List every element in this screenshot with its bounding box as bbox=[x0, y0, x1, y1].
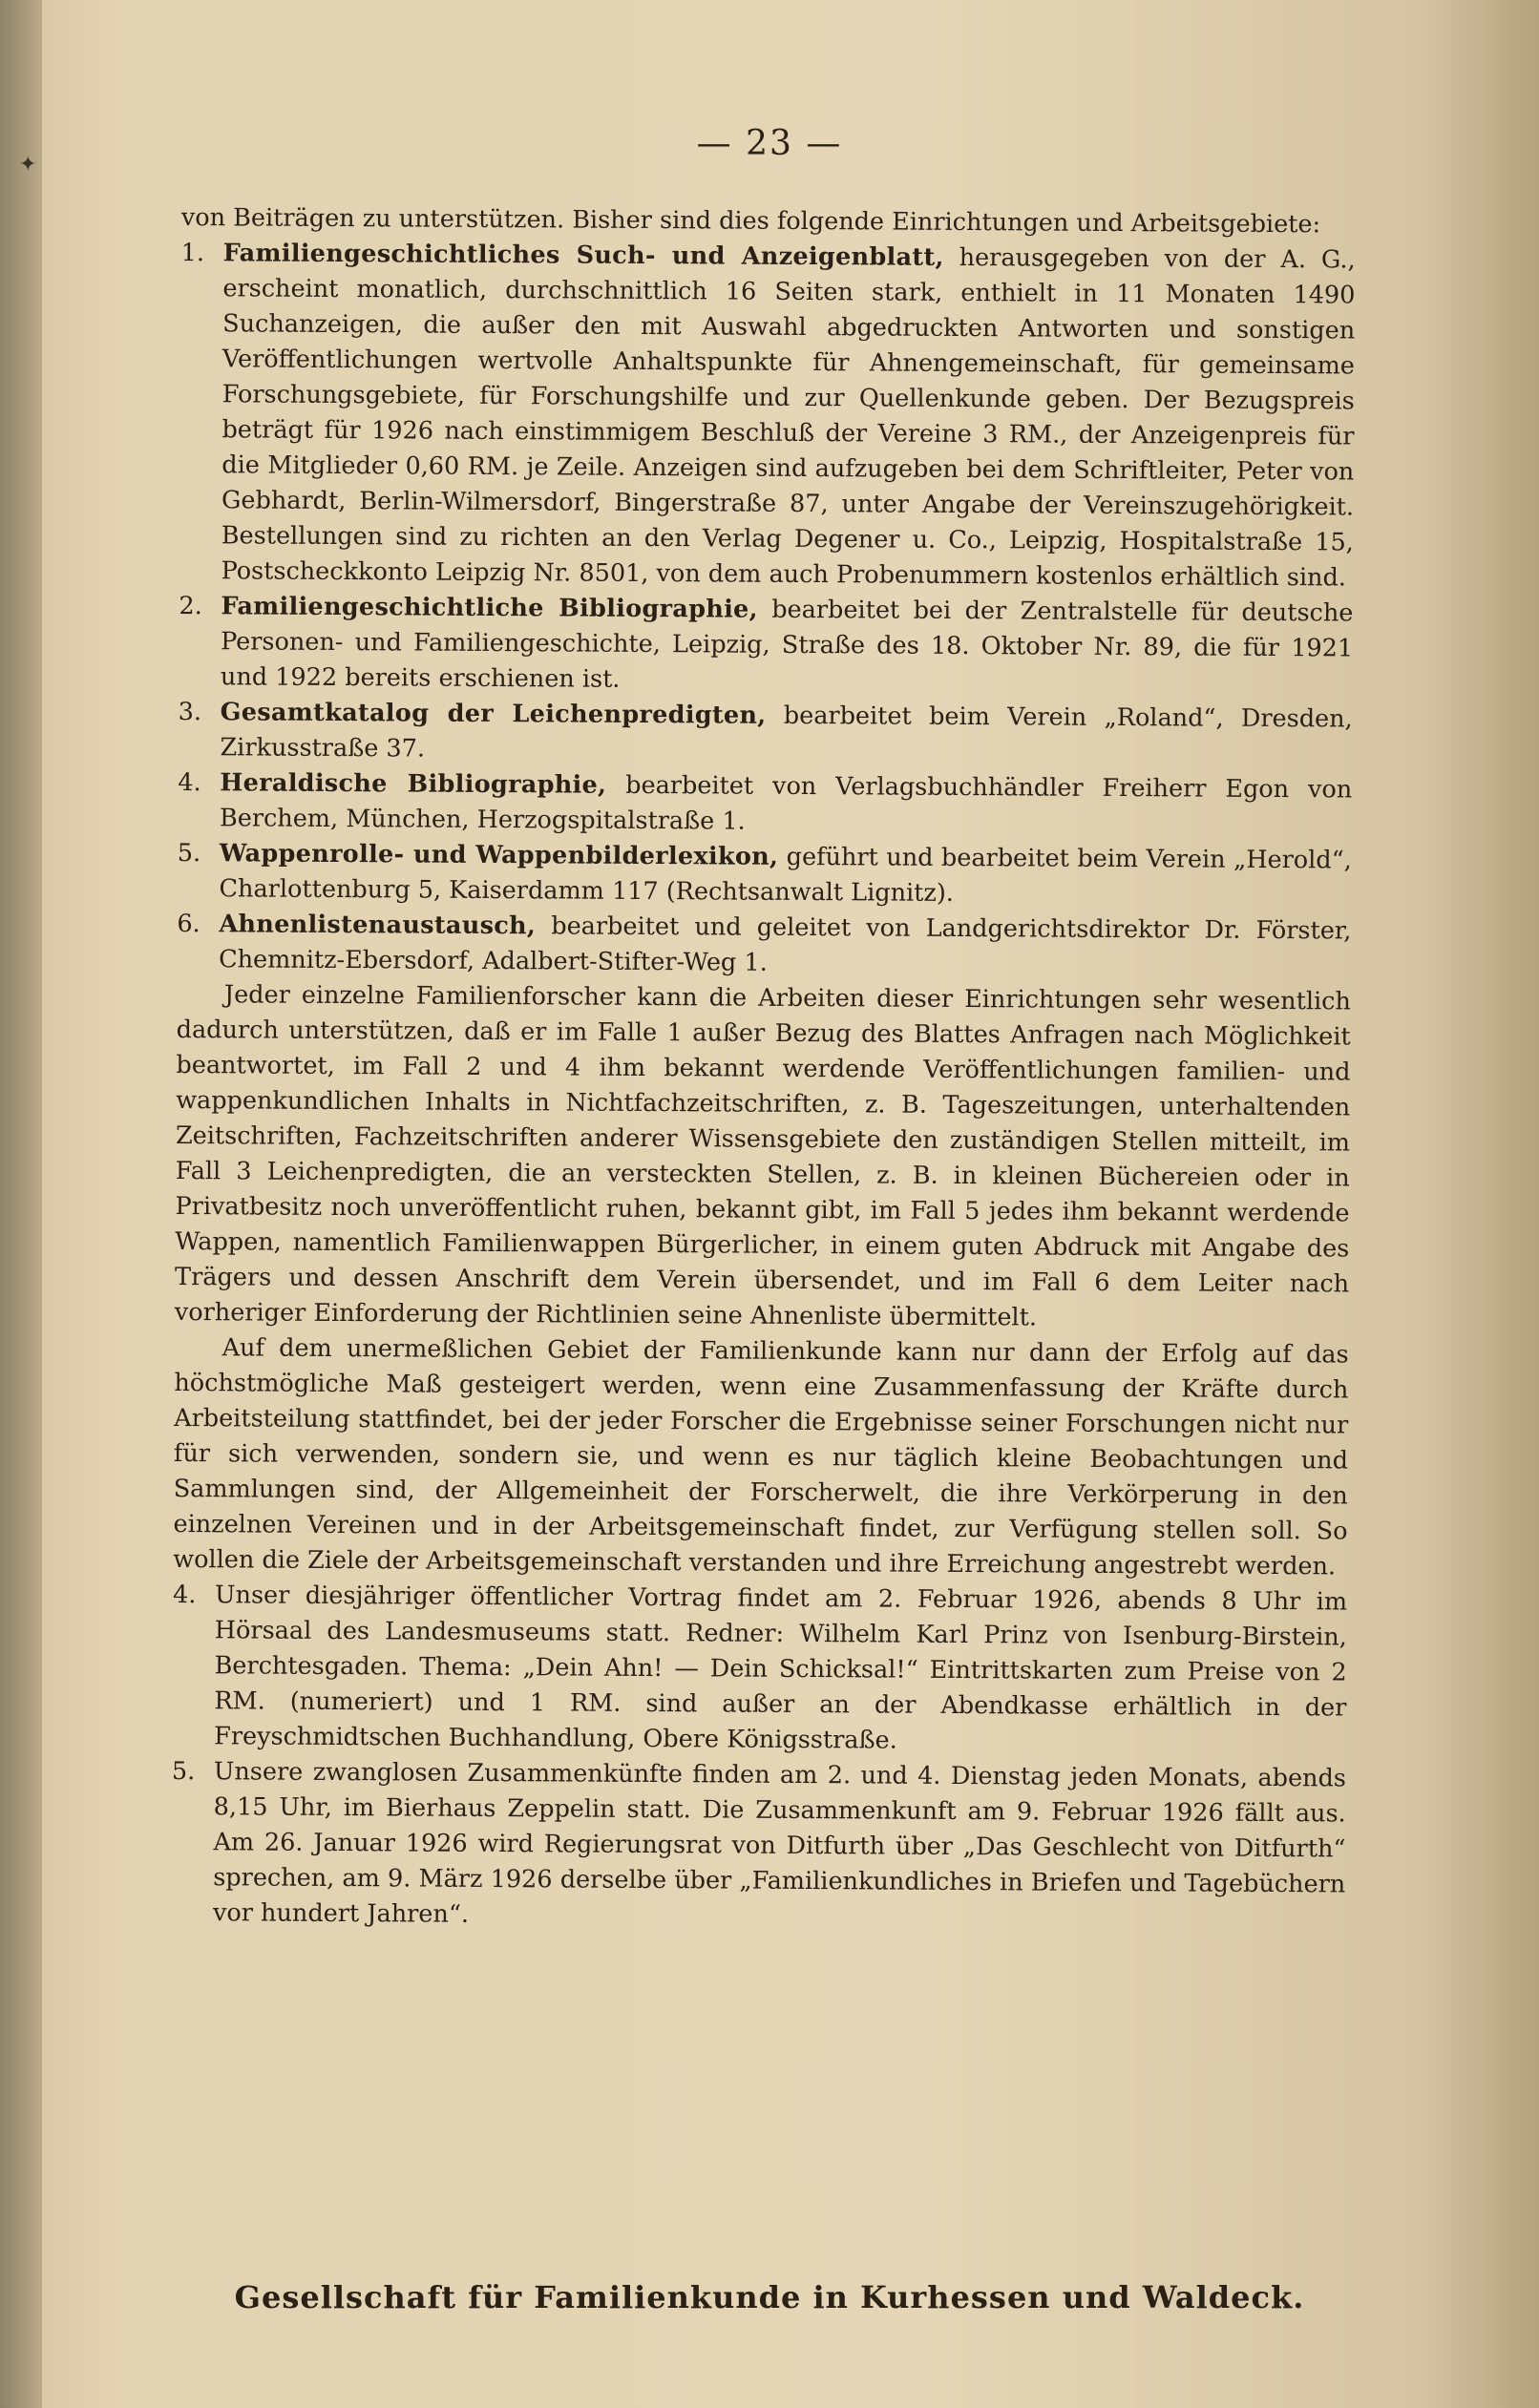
list-item bbox=[179, 236, 1356, 597]
item-number: 5. bbox=[171, 1756, 196, 1787]
society-signature: Gesellschaft für Familienkunde in Kurhessen und Waldeck. bbox=[234, 2279, 1305, 2315]
list-item bbox=[178, 765, 1352, 844]
paragraph-goals: Auf dem unermeßlichen Gebiet der Familienkunde kann nur dann der Erfolg auf das höchstmögliche Maß gesteigert werden, wenn eine Zusammenfassung der Kräfte durch Arbeitsteilung stattfindet, bei der jeder Forscher die Ergebnisse seiner Forschungen nicht nur für sich verwenden, sondern sie, und wenn es nur täglich kleine Beobachtungen und Sammlungen sind, der Allgemeinheit der Forscherwelt, die ihre Verkörperung in den einzelnen Vereinen und in der Arbeitsgemeinschaft findet, zur Verfügung stellen soll. So wollen die Ziele der Arbeitsgemeinschaft verstanden und ihre Erreichung angestrebt werden. bbox=[173, 1333, 1349, 1581]
page-number: — 23 — bbox=[696, 124, 843, 163]
institutions-list bbox=[177, 236, 1356, 984]
item-title: Gesamtkatalog der Leichenpredigten, bbox=[220, 698, 767, 730]
item-number: 2. bbox=[179, 591, 202, 621]
page-body bbox=[171, 200, 1356, 1937]
list-item bbox=[177, 836, 1351, 914]
list-item bbox=[179, 589, 1354, 702]
intro-text: von Beiträgen zu unterstützen. Bisher sind dies folgende Einrichtungen und Arbeitsgebiete: bbox=[180, 202, 1321, 240]
item-title: Familiengeschichtliches Such- und Anzeigenblatt, bbox=[222, 239, 944, 272]
list-item bbox=[178, 695, 1352, 773]
item-text: Unsere zwanglosen Zusammenkünfte finden am 2. und 4. Dienstag jeden Monats, abends 8,15 Uhr, im Bierhaus Zeppelin statt. Die Zusammenkunft am 9. Februar 1926 fällt aus. Am 26. Januar 1926 wird Regierungsrat von Ditfurth über „Das Geschlecht von Ditfurth“ sprechen, am 9. März 1926 derselbe über „Familienkundliches in Briefen und Tagebüchern vor hundert Jahren“. bbox=[212, 1757, 1347, 1929]
item-text: bearbeitet bei der Zentralstelle für deutsche Personen- und Familiengeschichte, Leipzig, Straße des 18. Oktober Nr. 89, die für 1921 und 1922 bereits erschienen ist. bbox=[220, 595, 1354, 694]
item-title: Wappenrolle- und Wappenbilderlexikon, bbox=[219, 839, 779, 871]
item-number: 5. bbox=[177, 838, 201, 869]
item-text: bearbeitet von Verlagsbuchhändler Freiherr Egon von Berchem, München, Herzogspitalstraße 1. bbox=[219, 770, 1353, 836]
item-number: 1. bbox=[180, 238, 205, 268]
item-text: Unser diesjähriger öffentlicher Vortrag findet am 2. Februar 1926, abends 8 Uhr im Hörsaal des Landesmuseums statt. Redner: Wilhelm Karl Prinz von Isenburg-Birstein, Berchtesgaden. Thema: „Dein Ahn! — Dein Schicksal!“ Eintrittskarten zum Preise von 2 RM. (numeriert) und 1 RM. sind außer an der Abendkasse erhältlich in der Freyschmidtschen Buchhandlung, Obere Königsstraße. bbox=[214, 1581, 1348, 1755]
item-number: 4. bbox=[172, 1580, 197, 1610]
binding-mark-icon: ✦ bbox=[19, 153, 37, 177]
item-text: herausgegeben von der A. G., erscheint monatlich, durchschnittlich 16 Seiten stark, enthielt in 11 Monaten 1490 Suchanzeigen, die außer den mit Auswahl abgedruckten Antworten und sonstigen Veröffentlichungen wertvolle Anhaltspunkte für Ahnengemeinschaft, für gemeinsame Forschungsgebiete, für Forschungshilfe und zur Quellenkunde geben. Der Bezugspreis beträgt für 1926 nach einstimmigem Beschluß der Vereine 3 RM., der Anzeigenpreis für die Mitglieder 0,60 RM. je Zeile. Anzeigen sind aufzugeben bei dem Schriftleiter, Peter von Gebhardt, Berlin-Wilmersdorf, Bingerstraße 87, unter Angabe der Vereinszugehörigkeit. Bestellungen sind zu richten an den Verlag Degener u. Co., Leipzig, Hospitalstraße 15, Postscheckkonto Leipzig Nr. 8501, von dem auch Probenummern kostenlos erhältlich sind. bbox=[221, 242, 1356, 593]
item-number: 3. bbox=[178, 697, 202, 727]
item-text: bearbeitet beim Verein „Roland“, Dresden, Zirkusstraße 37. bbox=[220, 701, 1353, 764]
item-number: 4. bbox=[178, 767, 201, 798]
paragraph-support: Jeder einzelne Familienforscher kann die Arbeiten dieser Einrichtungen sehr wesentlich dadurch unterstützen, daß er im Falle 1 außer Bezug des Blattes Anfragen nach Möglichkeit beantwortet, im Fall 2 und 4 ihm bekannt werdende Veröffentlichungen familien- und wappenkundlichen Inhalts in Nichtfachzeitschriften, z. B. Tageszeitungen, unterhaltenden Zeitschriften, Fachzeitschriften anderer Wissensgebiete den zuständigen Stellen mitteilt, im Fall 3 Leichenpredigten, die an versteckten Stellen, z. B. in kleinen Büchereien oder in Privatbesitz noch unveröffentlicht ruhen, bekannt gibt, im Fall 5 jedes ihm bekannt werdende Wappen, namentlich Familienwappen Bürgerlicher, in einem guten Abdruck mit Angabe des Trägers und dessen Anschrift dem Verein übersendet, und im Fall 6 dem Leiter nach vorheriger Einforderung der Richtlinien seine Ahnenliste übermittelt. bbox=[174, 980, 1351, 1332]
item-title: Familiengeschichtliche Bibliographie, bbox=[221, 592, 758, 624]
item-text: bearbeitet und geleitet von Landgerichtsdirektor Dr. Förster, Chemnitz-Ebersdorf, Adalbert-Stifter-Weg 1. bbox=[219, 911, 1352, 977]
page-gutter bbox=[0, 0, 42, 2408]
list-item bbox=[172, 1578, 1347, 1762]
item-number: 6. bbox=[177, 909, 200, 939]
announcements-list bbox=[171, 1578, 1347, 1938]
list-item bbox=[171, 1754, 1346, 1938]
list-item bbox=[177, 907, 1351, 985]
item-title: Ahnenlistenaustausch, bbox=[219, 910, 537, 941]
item-text: geführt und bearbeitet beim Verein „Herold“, Charlottenburg 5, Kaiserdamm 117 (Rechtsanwalt Lignitz). bbox=[219, 842, 1352, 908]
item-title: Heraldische Bibliographie, bbox=[220, 768, 607, 800]
